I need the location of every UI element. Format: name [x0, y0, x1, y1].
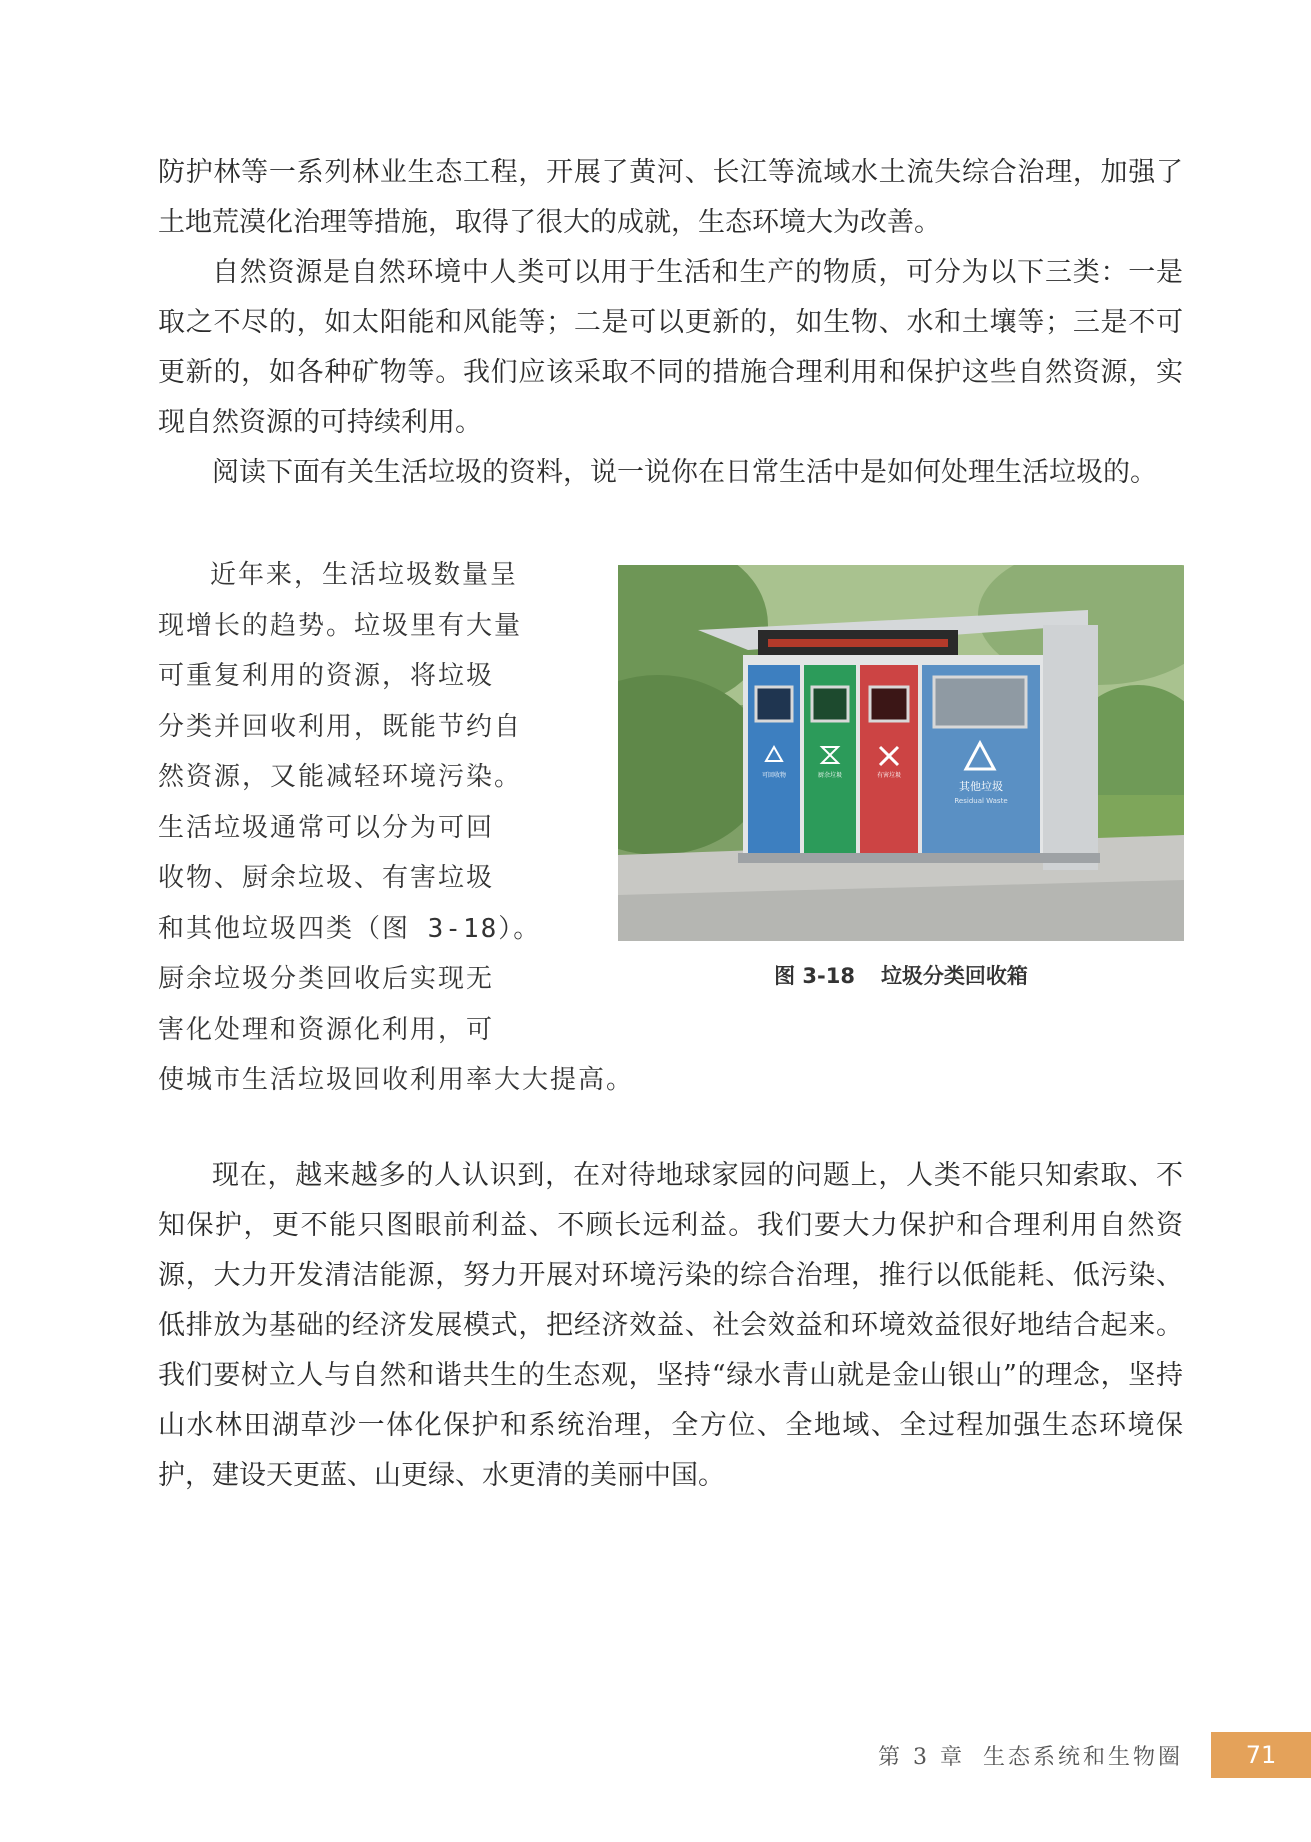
reading-line: 可重复利用的资源，将垃圾 [158, 661, 495, 691]
bin-label-residual: 其他垃圾 [959, 780, 1003, 793]
paragraph-reading-prompt: 阅读下面有关生活垃圾的资料，说一说你在日常生活中是如何处理生活垃圾的。 [212, 457, 1157, 488]
paragraph-forestry: 防护林等一系列林业生态工程，开展了黄河、长江等流域水土流失综合治理，加强了土地荒漠化治理等措施，取得了很大的成就，生态环境大为改善。 [158, 157, 1183, 238]
chapter-running-head [878, 1740, 1183, 1771]
paragraph-natural-resources: 自然资源是自然环境中人类可以用于生活和生产的物质，可分为以下三类：一是取之不尽的，如太阳能和风能等；二是可以更新的，如生物、水和土壤等；三是不可更新的，如各种矿物等。我们应该采取不同的措施合理利用和保护这些自然资源，实现自然资源的可持续利用。 [158, 257, 1183, 438]
reading-material [158, 550, 635, 1106]
figure-caption [618, 960, 1184, 990]
reading-line: 害化处理和资源化利用，可 [158, 1014, 495, 1045]
bin-label-kitchen: 厨余垃圾 [817, 772, 843, 779]
page-footer [878, 1732, 1311, 1778]
figure-number: 图 3-18 [774, 964, 855, 988]
paragraph-ecological-civilization: 现在，越来越多的人认识到，在对待地球家园的问题上，人类不能只知索取、不知保护，更不能只图眼前利益、不顾长远利益。我们要大力保护和合理利用自然资源，大力开发清洁能源，努力开展对环境污染的综合治理，推行以低能耗、低污染、低排放为基础的经济发展模式，把经济效益、社会效益和环境效益很好地结合起来。我们要树立人与自然和谐共生的生态观，坚持“绿水青山就是金山银山”的理念，坚持山水林田湖草沙一体化保护和系统治理，全方位、全地域、全过程加强生态环境保护，建设天更蓝、山更绿、水更清的美丽中国。 [158, 1160, 1183, 1491]
page-number: 71 [1211, 1732, 1311, 1778]
reading-line: 收物、厨余垃圾、有害垃圾 [158, 863, 495, 893]
chapter-number: 第 3 章 [878, 1744, 965, 1770]
reading-line: 分类并回收利用，既能节约自 [158, 711, 523, 742]
reading-line: 厨余垃圾分类回收后实现无 [158, 964, 495, 994]
bin-label-hazardous: 有害垃圾 [876, 772, 902, 779]
reading-line: 生活垃圾通常可以分为可回 [158, 812, 495, 843]
reading-line: 然资源，又能减轻环境污染。 [158, 762, 523, 792]
sorting-bins-illustration [618, 565, 1184, 941]
figure-sorting-bins-photo [618, 565, 1184, 941]
reading-line: 现增长的趋势。垃圾里有大量 [158, 610, 523, 641]
reading-line: 使城市生活垃圾回收利用率大大提高。 [158, 1065, 635, 1095]
chapter-title: 生态系统和生物圈 [982, 1744, 1183, 1770]
figure-title: 垃圾分类回收箱 [880, 964, 1028, 988]
reading-line: 和其他垃圾四类（图 3-18）。 [158, 913, 542, 944]
bin-label-recyclable: 可回收物 [761, 772, 787, 779]
bin-sublabel-residual: Residual Waste [954, 797, 1008, 805]
reading-line: 近年来，生活垃圾数量呈 [210, 560, 519, 590]
